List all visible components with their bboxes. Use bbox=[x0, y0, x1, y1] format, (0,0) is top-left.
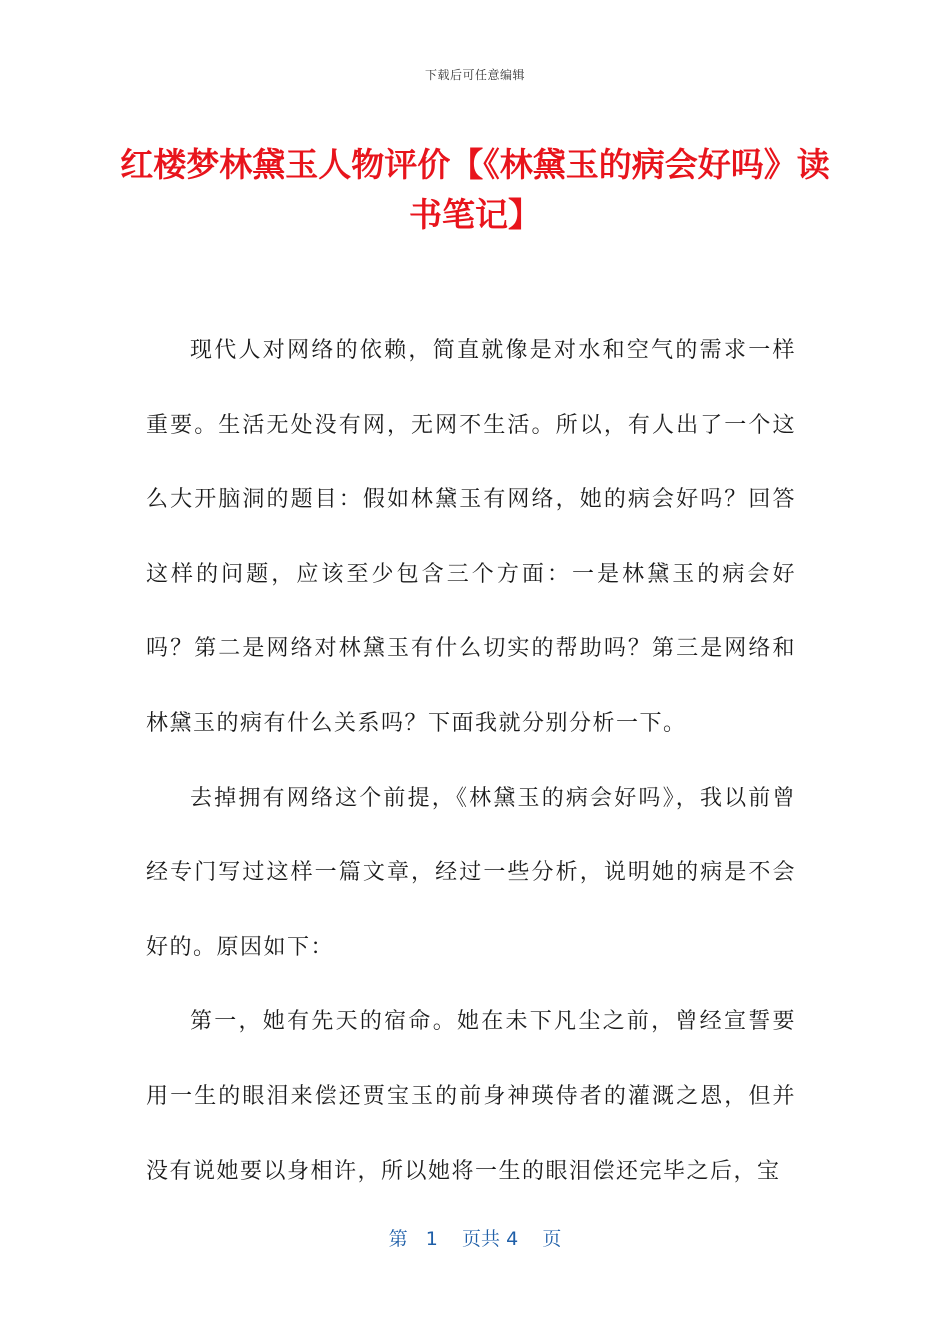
paragraph-3: 第一，她有先天的宿命。她在未下凡尘之前，曾经宣誓要用一生的眼泪来偿还贾宝玉的前身神瑛侍者的灌溉之恩，但并没有说她要以身相许，所以她将一生的眼泪偿还完毕之后，宝 bbox=[146, 1009, 796, 1184]
paragraph-1: 现代人对网络的依赖，简直就像是对水和空气的需求一样重要。生活无处没有网，无网不生活。所以，有人出了一个这么大开脑洞的题目：假如林黛玉有网络，她的病会好吗？回答这样的问题，应该至少包含三个方面：一是林黛玉的病会好吗？第二是网络对林黛玉有什么切实的帮助吗？第三是网络和林黛玉的病有什么关系吗？下面我就分别分析一下。 bbox=[146, 338, 796, 736]
document-body bbox=[146, 314, 796, 1209]
current-page-number: 1 bbox=[425, 1228, 438, 1250]
page-suffix: 页 bbox=[542, 1228, 562, 1250]
document-title: 红楼梦林黛玉人物评价【《林黛玉的病会好吗》读书笔记】 bbox=[120, 145, 830, 234]
header-note: 下载后可任意编辑 bbox=[424, 68, 525, 82]
paragraph-2: 去掉拥有网络这个前提，《林黛玉的病会好吗》，我以前曾经专门写过这样一篇文章，经过一些分析，说明她的病是不会好的。原因如下： bbox=[146, 785, 796, 960]
page-number-footer bbox=[0, 1224, 950, 1251]
total-pages-number: 4 bbox=[506, 1228, 519, 1250]
page-middle-text: 页共 bbox=[462, 1228, 501, 1250]
page-prefix: 第 bbox=[388, 1228, 408, 1250]
